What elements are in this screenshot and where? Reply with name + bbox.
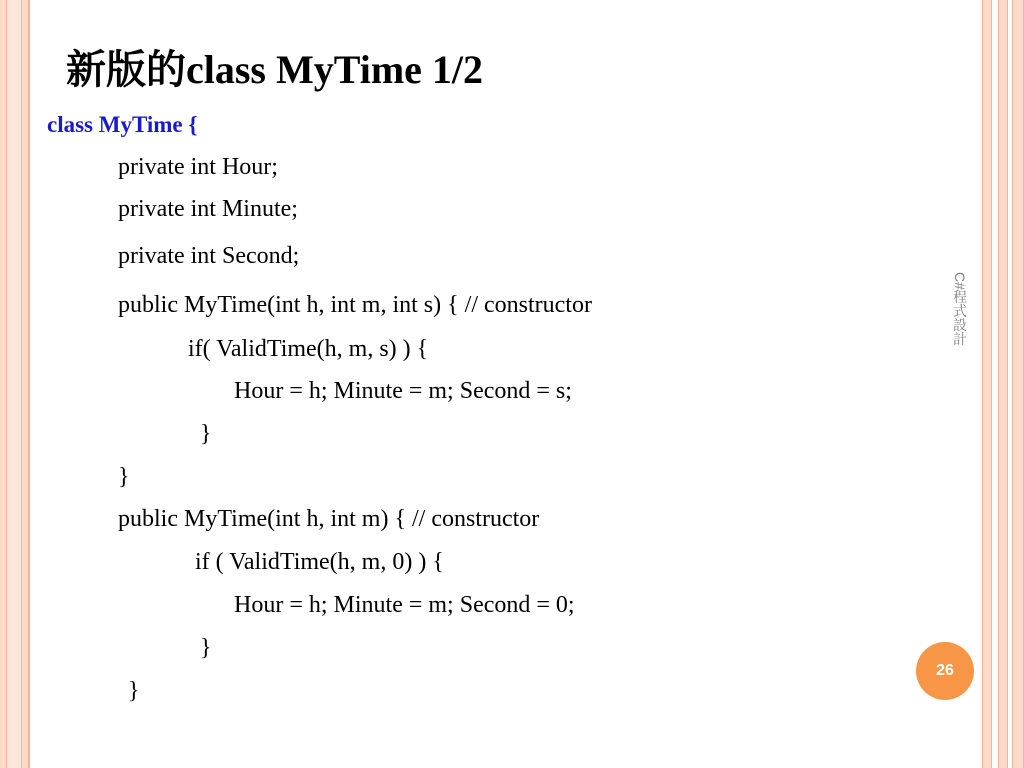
code-line: public MyTime(int h, int m) { // constructor	[118, 506, 540, 532]
footer-course-name: C#程式設計	[952, 272, 968, 346]
code-line: private int Hour;	[118, 154, 278, 180]
code-line: }	[128, 678, 140, 704]
left-decorative-stripe	[0, 0, 30, 768]
code-line: public MyTime(int h, int m, int s) { // constructor	[118, 292, 592, 318]
slide-title: 新版的class MyTime 1/2	[66, 47, 484, 92]
code-line: Hour = h; Minute = m; Second = 0;	[234, 592, 575, 618]
code-line: class MyTime {	[47, 112, 198, 137]
right-bar-2	[998, 0, 1008, 768]
code-line: private int Minute;	[118, 196, 298, 222]
right-decorative-bars	[978, 0, 1024, 768]
code-line: }	[200, 635, 212, 661]
right-bar-1	[982, 0, 992, 768]
code-line: private int Second;	[118, 243, 300, 269]
code-line: if( ValidTime(h, m, s) ) {	[188, 336, 429, 362]
code-line: if ( ValidTime(h, m, 0) ) {	[195, 549, 444, 575]
left-inner-stripe	[6, 0, 22, 768]
code-line: }	[200, 421, 212, 447]
code-line: Hour = h; Minute = m; Second = s;	[234, 378, 572, 404]
code-line: }	[118, 464, 130, 490]
page-number-badge: 26	[916, 642, 974, 700]
right-bar-3	[1012, 0, 1024, 768]
